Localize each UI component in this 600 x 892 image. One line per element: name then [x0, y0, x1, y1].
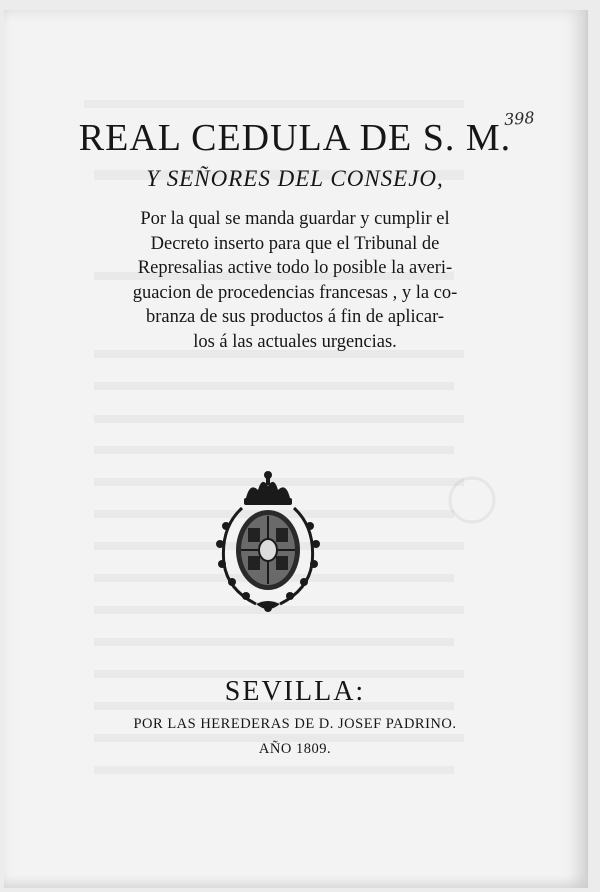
- document-title: REAL CEDULA DE S. M.: [78, 117, 512, 159]
- body-line: Decreto inserto para que el Tribunal de: [150, 233, 440, 254]
- imprint-year: AÑO 1809.: [258, 741, 332, 757]
- royal-coat-of-arms-icon: [206, 468, 330, 616]
- imprint-city: SEVILLA:: [224, 676, 366, 707]
- body-line: branza de sus productos á fin de aplicar-: [145, 307, 445, 327]
- body-line: Por la qual se manda guardar y cumplir el: [140, 209, 450, 229]
- folio-number: 398: [503, 107, 536, 130]
- body-line: guacion de procedencias francesas , y la co-: [132, 282, 458, 303]
- body-line: los á las actuales urgencias.: [193, 331, 397, 352]
- body-line: Represalias active todo lo posible la averi-: [137, 258, 453, 278]
- imprint-printer: POR LAS HEREDERAS DE D. JOSEF PADRINO.: [133, 716, 457, 732]
- document-body: [60, 207, 530, 354]
- document-subtitle: Y SEÑORES DEL CONSEJO,: [146, 166, 444, 191]
